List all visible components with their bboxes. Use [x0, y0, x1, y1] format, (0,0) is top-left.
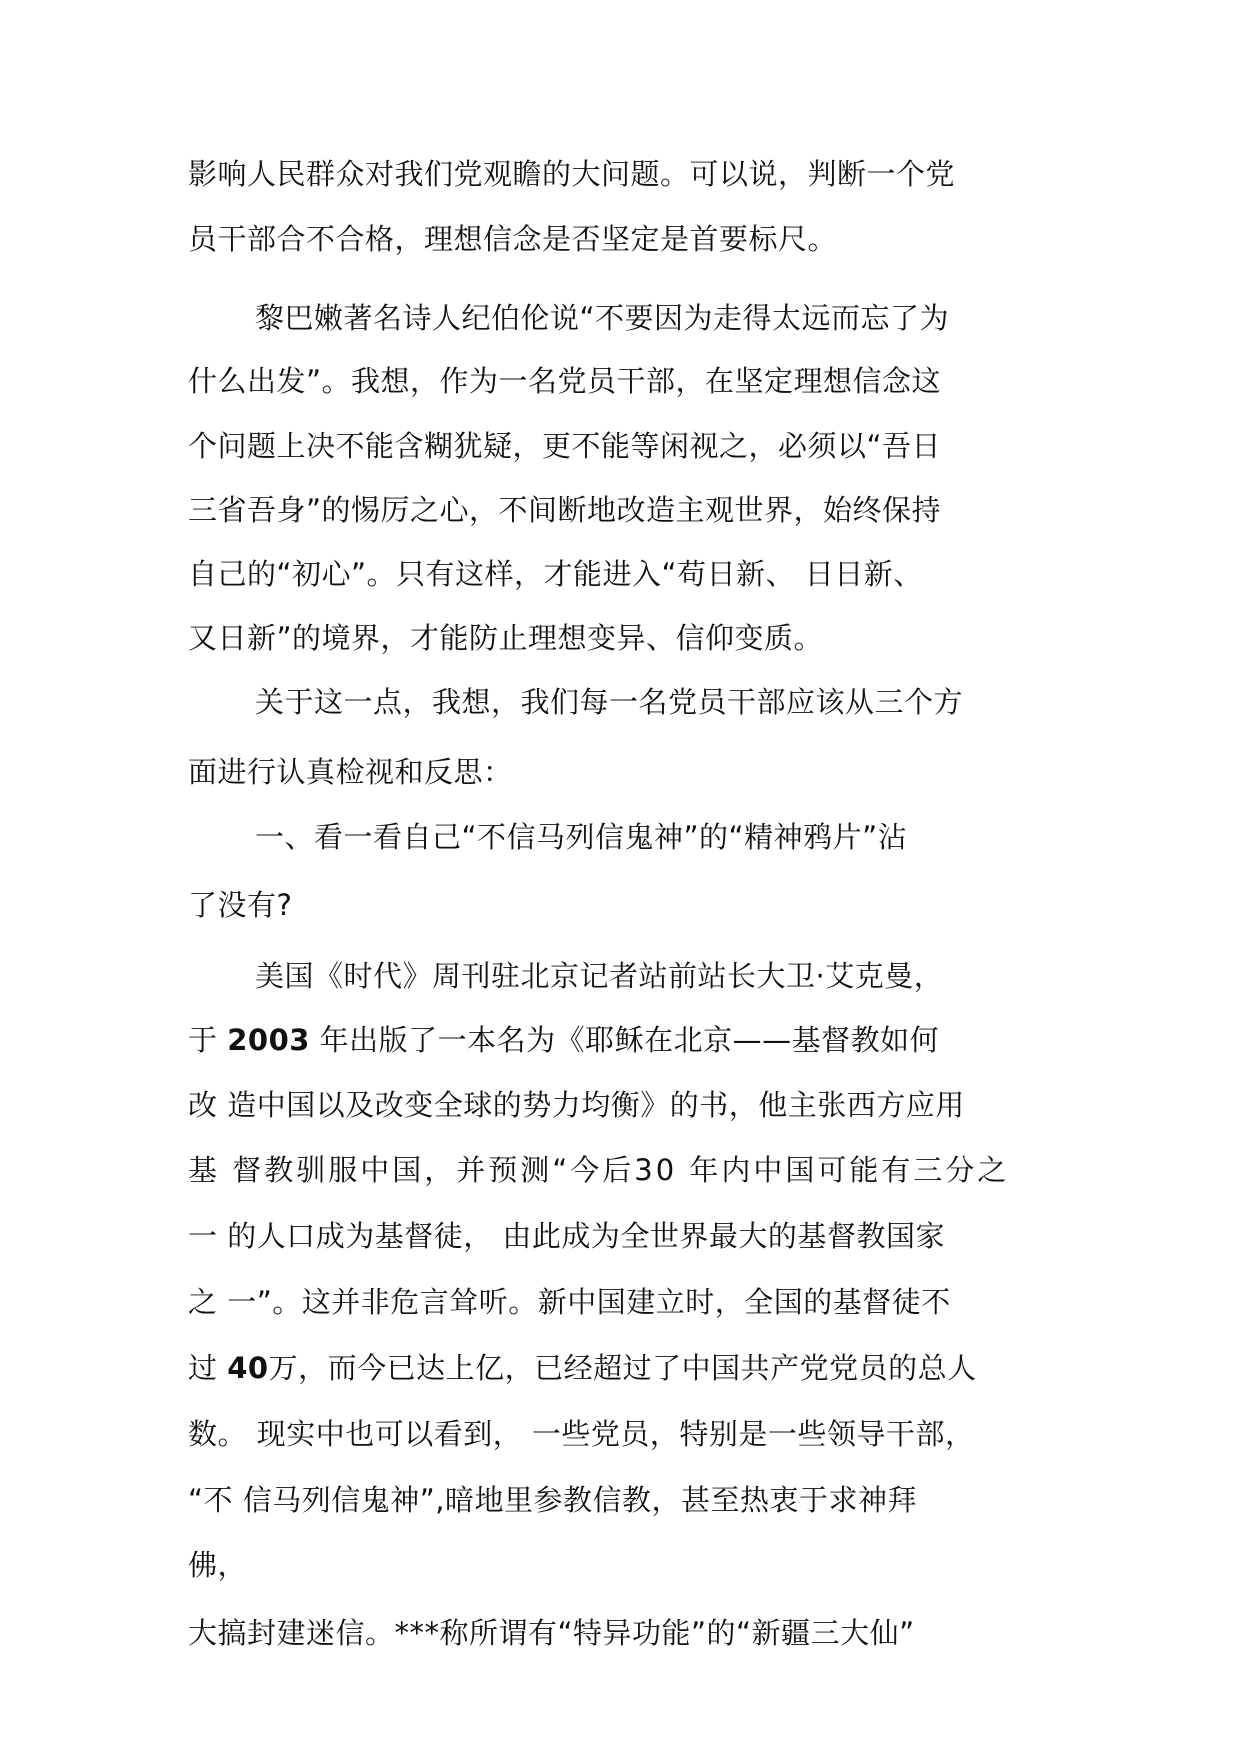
text-line: 又日新”的境界，才能防止理想变异、信仰变质。	[188, 621, 824, 655]
text-line: “不 信马列信鬼神”,暗地里参教信教，甚至热衷于求神拜	[188, 1483, 917, 1517]
text-line: 三省吾身”的惕厉之心，不间断地改造主观世界，始终保持	[188, 493, 942, 527]
text-line: 关于这一点，我想，我们每一名党员干部应该从三个方	[255, 685, 964, 719]
text-line: 基 督教驯服中国，并预测“今后30 年内中国可能有三分之	[188, 1153, 1010, 1187]
text-line: 过 40万，而今已达上亿，已经超过了中国共产党党员的总人	[188, 1351, 977, 1385]
text-line: 黎巴嫩著名诗人纪伯伦说“不要因为走得太远而忘了为	[255, 301, 950, 335]
text-line: 员干部合不合格，理想信念是否坚定是首要标尺。	[188, 222, 838, 256]
section-heading: 一、看一看自己“不信马列信鬼神”的“精神鸦片”沾	[255, 820, 908, 854]
text-line: 于 2003 年出版了一本名为《耶稣在北京——基督教如何	[188, 1023, 940, 1057]
text-line: 面进行认真检视和反思：	[188, 755, 513, 789]
text-line: 个问题上决不能含糊犹疑，更不能等闲视之，必须以“吾日	[188, 429, 942, 463]
text-line: 改 造中国以及改变全球的势力均衡》的书，他主张西方应用	[188, 1088, 965, 1122]
text-line: 美国《时代》周刊驻北京记者站前站长大卫·艾克曼，	[255, 959, 944, 993]
text-line: 大搞封建迷信。***称所谓有“特异功能”的“新疆三大仙”	[188, 1616, 915, 1650]
text-line: 数。 现实中也可以看到， 一些党员，特别是一些领导干部，	[188, 1417, 975, 1451]
text-line: 什么出发”。我想，作为一名党员干部，在坚定理想信念这	[188, 364, 942, 398]
text-line: 自己的“初心”。只有这样，才能进入“苟日新、 日日新、	[188, 557, 923, 591]
section-heading: 了没有?	[188, 888, 293, 922]
text-line: 一 的人口成为基督徒， 由此成为全世界最大的基督教国家	[188, 1219, 945, 1253]
text-line: 之 一”。这并非危言耸听。新中国建立时，全国的基督徒不	[188, 1285, 951, 1319]
text-line: 佛，	[188, 1548, 248, 1582]
text-line: 影响人民群众对我们党观瞻的大问题。可以说，判断一个党	[188, 157, 956, 191]
